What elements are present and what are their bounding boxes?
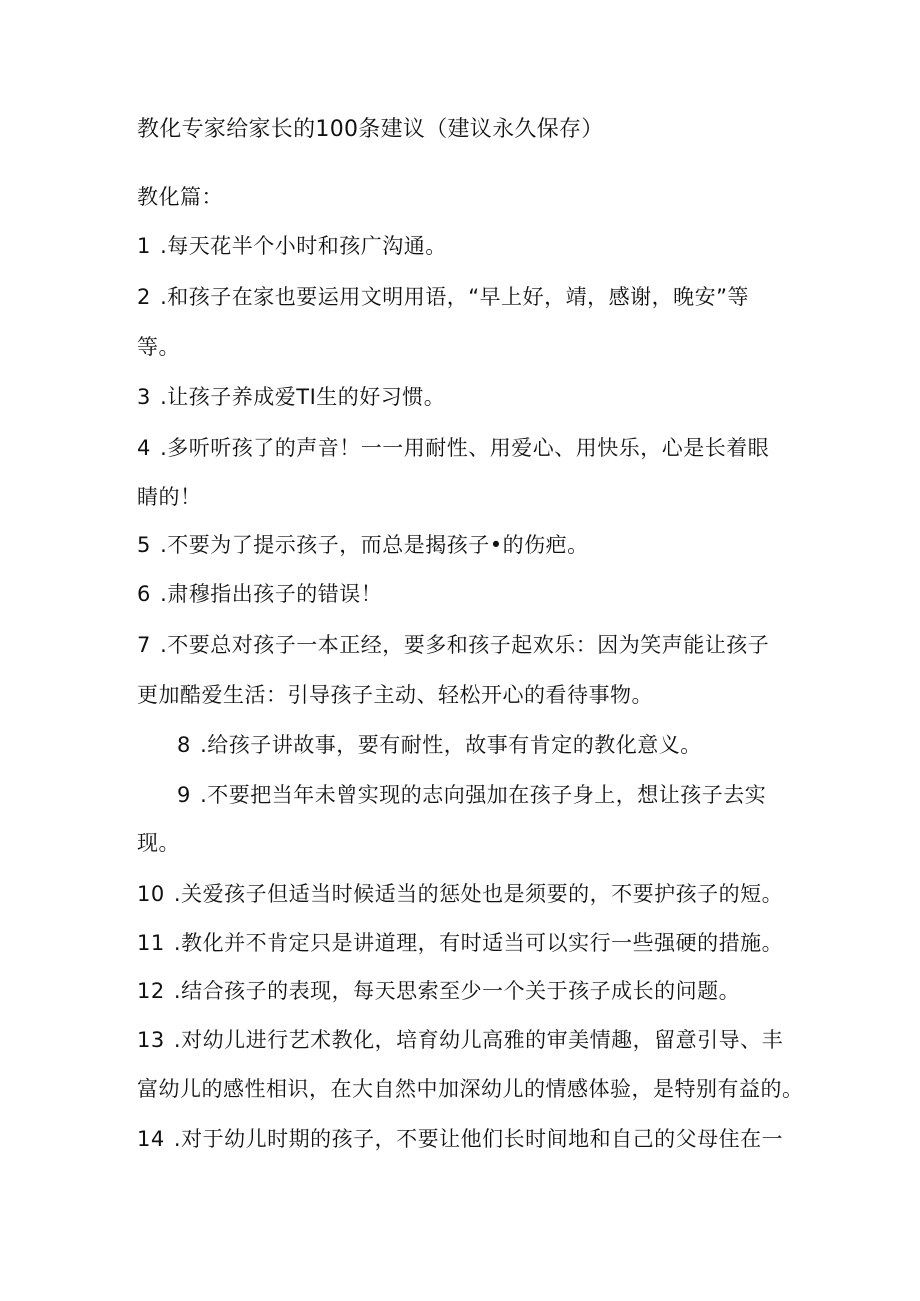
list-item — [137, 382, 445, 412]
list-item — [137, 928, 783, 958]
list-item — [137, 879, 783, 909]
list-item — [137, 1025, 783, 1055]
item-text: .给孩子讲故事，要有耐性，故事有肯定的教化意义。 — [200, 733, 702, 757]
item-number: 3 — [137, 385, 151, 409]
item-number: 10 — [137, 882, 165, 906]
item-text: .对于幼儿时期的孩子，不要让他们长时间地和自己的父母住在一 — [173, 1127, 784, 1151]
item-number: 7 — [137, 633, 151, 657]
item-text: .不要把当年未曾实现的志向强加在孩子身上，想让孩子去实 — [200, 783, 767, 807]
item-number: 1 — [137, 234, 151, 258]
item-number: 13 — [137, 1028, 165, 1052]
item-number: 4 — [137, 436, 151, 460]
item-number: 14 — [137, 1127, 165, 1151]
item-number: 5 — [137, 533, 151, 557]
item-text-continued: 等。 — [137, 335, 180, 359]
item-number: 9 — [177, 783, 191, 807]
item-text-continued: 更加酷爱生活：引导孩子主动、轻松开心的看待事物。 — [137, 683, 653, 707]
item-text-continued: 睛的！ — [137, 485, 202, 509]
item-text: .对幼儿进行艺术教化，培育幼儿高雅的审美情趣，留意引导、丰 — [173, 1028, 784, 1052]
list-item — [137, 579, 382, 609]
item-number: 2 — [137, 285, 151, 309]
list-item — [137, 1124, 783, 1154]
list-item — [137, 530, 589, 560]
item-number: 11 — [137, 931, 165, 955]
item-number: 12 — [137, 979, 165, 1003]
list-item — [137, 630, 769, 660]
list-item — [137, 231, 447, 261]
item-text: .关爱孩子但适当时候适当的惩处也是须要的，不要护孩子的短。 — [173, 882, 784, 906]
item-text: .让孩子养成爱TI生的好习惯。 — [160, 385, 446, 409]
item-text-continued: 现。 — [137, 831, 180, 855]
item-text-continued: 富幼儿的感性相识，在大自然中加深幼儿的情感体验，是特别有益的。 — [137, 1077, 804, 1101]
item-text: .教化并不肯定只是讲道理，有时适当可以实行一些强硬的措施。 — [173, 931, 784, 955]
item-text: .每天花半个小时和孩广沟通。 — [160, 234, 447, 258]
document-title: 教化专家给家长的100条建议（建议永久保存） — [137, 117, 604, 142]
list-item — [137, 976, 740, 1006]
item-number: 6 — [137, 582, 151, 606]
item-text: .多听听孩了的声音！一一用耐性、用爱心、用快乐，心是长着眼 — [160, 436, 770, 460]
section-heading: 教化篇： — [137, 185, 223, 209]
list-item — [177, 780, 766, 810]
list-item — [137, 282, 749, 312]
item-text: .不要为了提示孩子，而总是揭孩子•的伤疤。 — [160, 533, 589, 557]
list-item — [177, 730, 702, 760]
item-text: .肃穆指出孩子的错误！ — [160, 582, 383, 606]
item-text: .结合孩子的表现，每天思索至少一个关于孩子成长的问题。 — [173, 979, 741, 1003]
item-text: .不要总对孩子一本正经，要多和孩子起欢乐：因为笑声能让孩子 — [160, 633, 770, 657]
item-text: .和孩子在家也要运用文明用语，“早上好，靖，感谢，晚安”等 — [160, 285, 749, 309]
list-item — [137, 433, 769, 463]
item-number: 8 — [177, 733, 191, 757]
